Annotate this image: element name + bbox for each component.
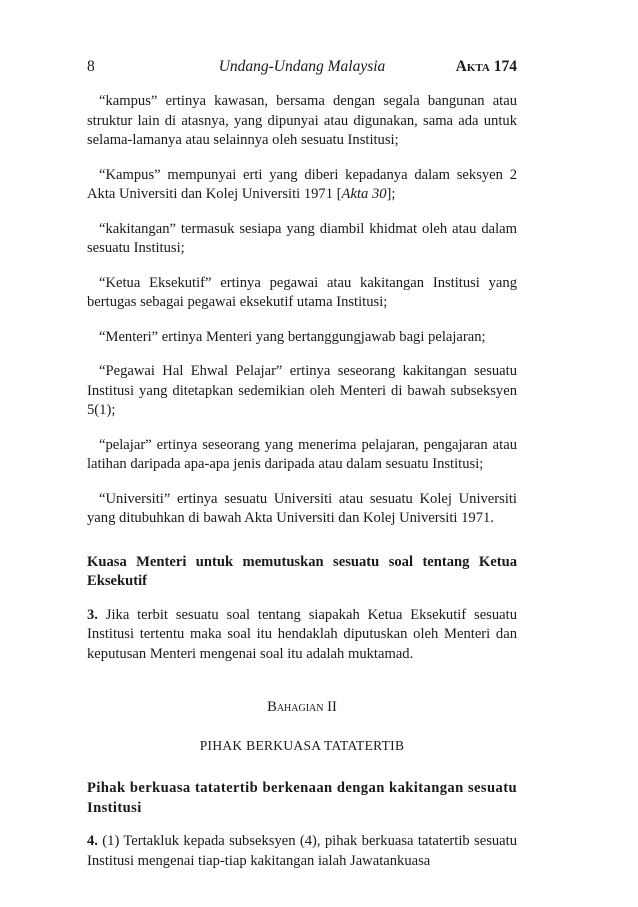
section-4-heading: Pihak berkuasa tatatertib berkenaan dengan kakitangan sesuatu Institusi xyxy=(87,780,517,816)
part-title: PIHAK BERKUASA TATATERTIB xyxy=(199,737,405,753)
definition-text: termasuk sesiapa yang diambil khidmat oleh atau dalam sesuatu Institusi; xyxy=(87,220,517,256)
definition-kampus-capital xyxy=(87,166,517,205)
definition-tail: ]; xyxy=(386,186,396,202)
section-4-text xyxy=(87,832,517,871)
definition-term: “Universiti” xyxy=(99,490,171,507)
definition-kakitangan xyxy=(87,220,517,259)
definition-term: “Pegawai Hal Ehwal Pelajar” xyxy=(99,363,283,379)
section-3-text xyxy=(87,606,517,665)
definition-text: mempunyai erti yang diberi kepadanya dalam seksyen 2 Akta Universiti dan Kolej Universiti 1971 [ xyxy=(87,166,517,202)
section-body: (1) Tertakluk kepada subseksyen (4), pihak berkuasa tatatertib sesuatu Institusi mengenai tiap-tiap kakitangan ialah Jawatankuasa xyxy=(87,833,517,869)
definition-term: “Kampus” xyxy=(99,166,161,183)
document-page xyxy=(87,58,517,886)
act-word: Akta xyxy=(455,58,490,75)
header-title: Undang-Undang Malaysia xyxy=(218,58,386,75)
definition-term: “pelajar” xyxy=(99,436,152,453)
page-header xyxy=(87,58,517,80)
definition-term: “Ketua Eksekutif” xyxy=(99,274,212,291)
section-body: Jika terbit sesuatu soal tentang siapakah Ketua Eksekutif sesuatu Institusi tertentu maka soal itu hendaklah diputuskan oleh Menteri dan keputusan Menteri mengenai soal itu adalah muktamad. xyxy=(87,606,517,662)
definition-pelajar xyxy=(87,436,517,475)
act-citation: Akta 30 xyxy=(341,186,387,202)
definition-term: “kampus” xyxy=(99,93,158,109)
definition-text: ertinya seseorang kakitangan sesuatu Institusi yang ditetapkan sedemikian oleh Menteri di bawah subseksyen 5(1); xyxy=(87,363,517,418)
definition-text: ertinya pegawai atau kakitangan Institusi yang bertugas sebagai pegawai eksekutif utama Institusi; xyxy=(87,274,517,310)
definition-text: ertinya sesuatu Universiti atau sesuatu Kolej Universiti yang ditubuhkan di bawah Akta Universiti dan Kolej Universiti 1971. xyxy=(87,490,517,526)
definition-term: “Menteri” xyxy=(99,328,159,345)
definition-ketua-eksekutif xyxy=(87,274,517,313)
document-body xyxy=(87,92,517,871)
definition-kampus xyxy=(87,92,517,151)
section-number: 4. xyxy=(87,833,98,849)
definition-text: ertinya Menteri yang bertanggungjawab bagi pelajaran; xyxy=(158,328,486,345)
section-3-heading: Kuasa Menteri untuk memutuskan sesuatu soal tentang Ketua Eksekutif xyxy=(87,553,517,589)
page-number: 8 xyxy=(87,58,95,75)
part-number: II xyxy=(327,699,337,715)
definition-menteri xyxy=(87,328,517,348)
section-number: 3. xyxy=(87,606,98,623)
definition-text: ertinya seseorang yang menerima pelajaran, pengajaran atau latihan daripada apa-apa jenis daripada atau dalam sesuatu Institusi; xyxy=(87,436,517,472)
act-number: 174 xyxy=(493,58,517,75)
definition-pegawai-hal-ehwal-pelajar xyxy=(87,362,517,421)
act-reference xyxy=(456,58,517,76)
definition-universiti xyxy=(87,490,517,529)
part-label xyxy=(87,698,517,718)
definition-term: “kakitangan” xyxy=(99,220,176,237)
part-word: Bahagian xyxy=(267,699,324,715)
definition-text: ertinya kawasan, bersama dengan segala bangunan atau struktur lain di atasnya, yang dipunyai atau digunakan, sama ada untuk selama-lamanya atau selainnya oleh sesuatu Institusi; xyxy=(87,93,517,148)
